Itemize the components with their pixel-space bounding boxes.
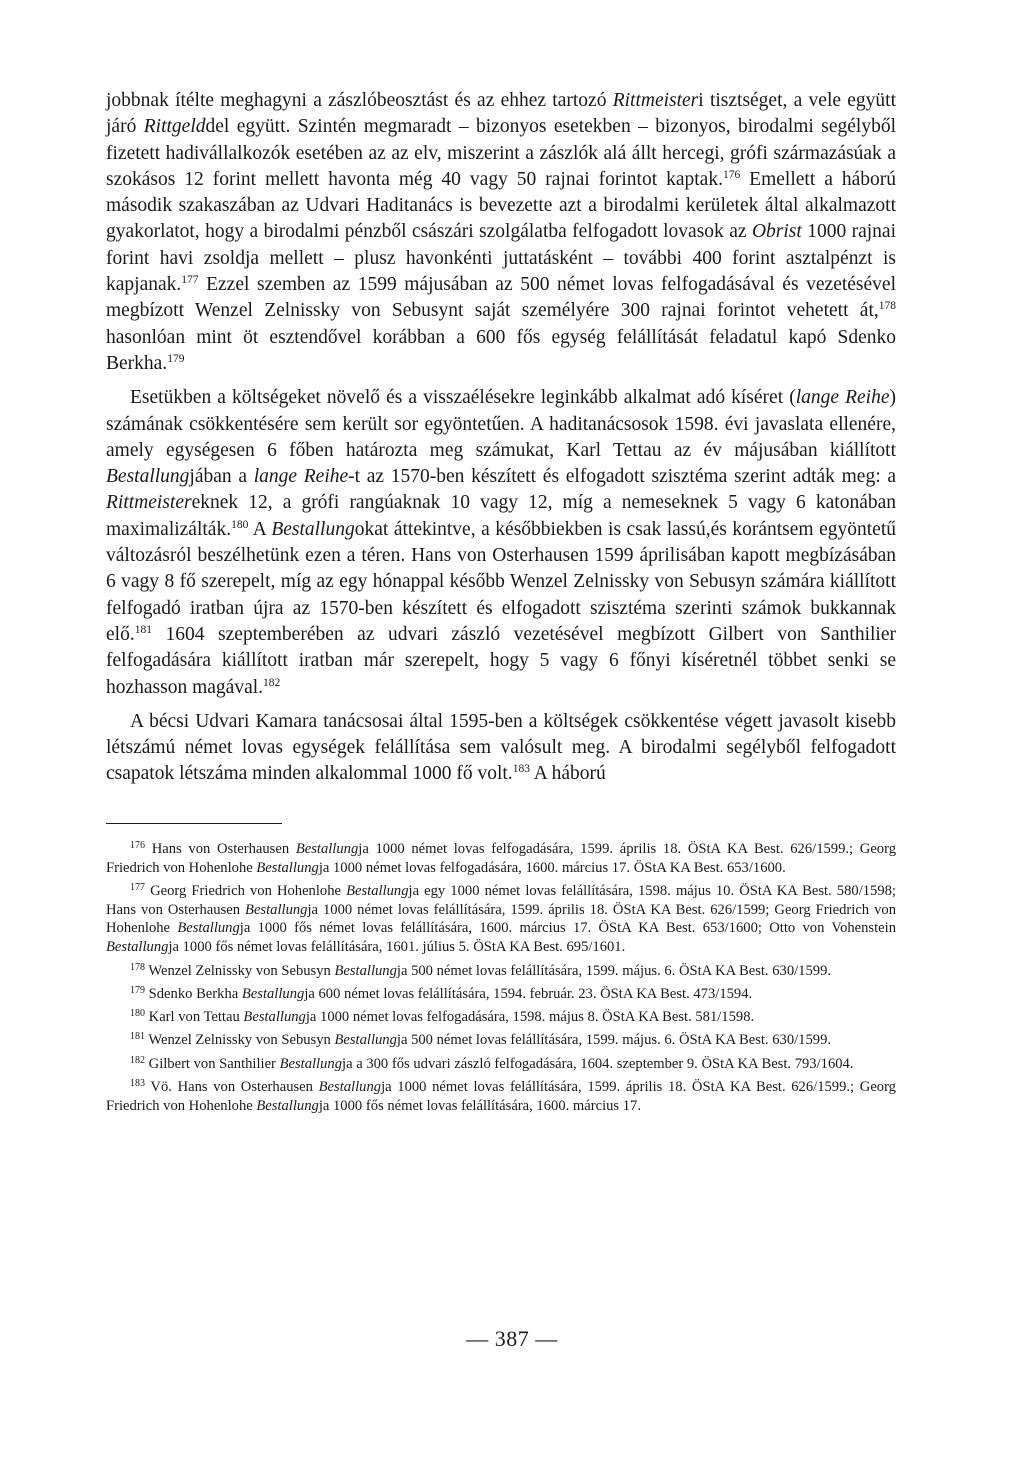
note-reference: 183 <box>512 763 530 776</box>
footnote <box>106 1078 896 1116</box>
note-reference: 181 <box>134 623 152 636</box>
italic-term: Bestallung <box>106 939 169 956</box>
note-reference: 182 <box>130 1054 145 1066</box>
paragraph <box>106 709 896 788</box>
italic-term: Bestallung <box>243 1009 306 1026</box>
text-run: ja 1000 fős német lovas felállítására, 1600. március 17. <box>318 1097 642 1114</box>
text-run: Georg Friedrich von Hohenlohe <box>145 882 347 899</box>
text-run: ja 1000 fős német lovas felállítására, 1600. március 17. ÖStA KA Best. 653/1600; Otto von Vohenstein <box>239 920 896 937</box>
note-reference: 180 <box>231 518 249 531</box>
text-run: ja 1000 német lovas felfogadására, 1599. április 18. ÖStA KA Best. 626/1599.; Georg Friedrich von Hohenlohe <box>106 840 896 876</box>
footnote <box>106 962 896 981</box>
text-run: Wenzel Zelnissky von Sebusyn <box>145 962 335 979</box>
text-run: Vö. Hans von Osterhausen <box>145 1078 319 1095</box>
body-text <box>106 88 896 788</box>
footnote <box>106 1055 896 1074</box>
italic-term: Bestallung <box>106 466 190 488</box>
note-reference: 179 <box>130 984 145 996</box>
text-run: A háború <box>529 763 606 785</box>
text-run: Ezzel szemben az 1599 májusában az 500 német lovas felfogadásával és vezetésével megbízott Wenzel Zelnissky von Sebusynt saját személyére 300 rajnai forintot vehetett át, <box>106 274 896 322</box>
text-run: Wenzel Zelnissky von Sebusyn <box>145 1032 335 1049</box>
italic-term: Bestallung <box>256 1097 319 1114</box>
note-reference: 176 <box>130 839 145 851</box>
footnote <box>106 882 896 957</box>
italic-term: Bestallung <box>245 901 308 918</box>
text-run: Emellett a háború második szakaszában az Udvari Haditanács is bevezette azt a birodalmi kerületek által alkalmazott gyakorlatot, hogy a birodalmi pénzből császári szolgálatba felfogadott lovasok az <box>106 168 896 243</box>
text-run: eknek 12, a grófi rangúaknak 10 vagy 12, míg a nemeseknek 5 vagy 6 katonában maximalizálták. <box>106 492 896 540</box>
text-run: A bécsi Udvari Kamara tanácsosai által 1595-ben a költségek csökkentése végett javasolt kisebb létszámú német lovas egységek felállítása sem valósult meg. A birodalmi segélyből felfogadott csapatok létszáma minden alkalommal 1000 fő volt. <box>106 710 896 785</box>
text-run: del együtt. Szintén megmaradt – bizonyos esetekben – bizonyos, birodalmi segélyből fizetett hadivállalkozók esetében az az elv, miszerint a zászlók alá állt hercegi, grófi származásúak a szokásos 12 forint mellett havonta még 40 vagy 50 rajnai forintot kaptak. <box>106 116 896 190</box>
text-run: Gilbert von Santhilier <box>145 1055 280 1072</box>
italic-term: Rittmeister <box>106 492 192 514</box>
text-run: ja 1000 német lovas felállítására, 1599. április 18. ÖStA KA Best. 626/1599.; Georg Friedrich von Hohenlohe <box>106 1078 896 1114</box>
italic-term: Rittgeld <box>143 116 206 138</box>
text-run: hasonlóan mint öt esztendővel korábban a 600 fős egység felállítását feladatul kapó Sdenko Berkha. <box>106 326 896 374</box>
note-reference: 180 <box>130 1008 145 1020</box>
italic-term: Bestallung <box>318 1078 382 1095</box>
note-reference: 182 <box>263 676 281 689</box>
footnote <box>106 840 896 878</box>
footnote <box>106 985 896 1004</box>
text-run: okat áttekintve, a későbbiekben is csak lassú,és korántsem egyöntetű változásról beszélhetünk ezen a téren. Hans von Osterhausen 1599 áprilisában kapott megbízásában 6 vagy 8 fő szerepelt, míg az egy hónappal később Wenzel Zelnissky von Sebusyn számára kiállított felfogadó iratban újra az 1570-ben készített és elfogadott szisztéma szerinti számok bukkannak elő. <box>106 518 897 645</box>
page-content <box>106 88 896 1120</box>
note-reference: 177 <box>181 274 199 287</box>
italic-term: Bestallung <box>256 859 319 876</box>
text-run: jobbnak ítélte meghagyni a zászlóbeosztást és az ehhez tartozó <box>106 90 613 111</box>
text-run: ) számának csökkentésére sem került sor egyöntetűen. A haditanácsosok 1598. évi javaslata ellenére, amely egységesen 6 főben határozta meg számukat, Karl Tettau az év májusában kiállított <box>106 387 896 461</box>
footnote <box>106 1031 896 1050</box>
italic-term: Bestallung <box>241 985 305 1002</box>
italic-term: Bestallung <box>346 882 409 899</box>
text-run: ja 600 német lovas felállítására, 1594. február. 23. ÖStA KA Best. 473/1594. <box>304 985 753 1002</box>
note-reference: 179 <box>167 352 185 365</box>
italic-term: lange Reihe <box>795 387 890 409</box>
italic-term: Bestallung <box>295 840 359 857</box>
text-run: Hans von Osterhausen <box>145 840 296 857</box>
text-run: i tisztséget, a vele együtt járó <box>106 90 897 138</box>
italic-term: Bestallung <box>334 1032 397 1049</box>
paragraph <box>106 385 896 701</box>
text-run: ja 1000 német lovas felfogadására, 1598. május 8. ÖStA KA Best. 581/1598. <box>305 1009 755 1026</box>
text-run: Esetükben a költségeket növelő és a visszaélésekre leginkább alkalmat adó kíséret ( <box>130 387 796 409</box>
italic-term: Obrist <box>751 221 802 243</box>
text-run: A <box>248 518 272 540</box>
italic-term: Bestallung <box>271 518 355 540</box>
text-run: ja 500 német lovas felállítására, 1599. május. 6. ÖStA KA Best. 630/1599. <box>396 1032 832 1049</box>
note-reference: 177 <box>130 881 145 893</box>
note-reference: 183 <box>130 1077 145 1089</box>
text-run: -t az 1570-ben készített és elfogadott szisztéma szerint adták meg: a <box>348 466 896 488</box>
footnotes <box>106 840 896 1116</box>
text-run: 1604 szeptemberében az udvari zászló vezetésével megbízott Gilbert von Santhilier felfogadására kiállított iratban már szerepelt, hogy 5 vagy 6 főnyi kíséretnél többet senki se hozhasson magával. <box>106 623 896 698</box>
note-reference: 176 <box>722 168 741 181</box>
page-number: — 387 — <box>466 1326 558 1351</box>
italic-term: Bestallung <box>177 920 240 937</box>
footnote <box>106 1008 896 1027</box>
italic-term: Bestallung <box>334 962 397 979</box>
italic-term: Rittmeister <box>612 90 699 111</box>
text-run: Sdenko Berkha <box>145 985 242 1002</box>
footnote-separator <box>106 823 282 824</box>
text-run: 1000 rajnai forint havi zsoldja mellett – plusz havonkénti juttatásként – további 400 forint asztalpénzt is kapjanak. <box>106 221 897 296</box>
note-reference: 181 <box>130 1031 145 1043</box>
italic-term: lange Reihe <box>253 466 349 488</box>
text-run: ja 1000 német lovas felfogadására, 1600. március 17. ÖStA KA Best. 653/1600. <box>318 859 786 876</box>
text-run: ja 1000 fős német lovas felállítására, 1601. július 5. ÖStA KA Best. 695/1601. <box>168 939 626 956</box>
paragraph <box>106 88 896 377</box>
note-reference: 178 <box>878 300 896 313</box>
note-reference: 178 <box>130 961 145 973</box>
text-run: ja a 300 fős udvari zászló felfogadására, 1604. szeptember 9. ÖStA KA Best. 793/1604. <box>342 1055 854 1072</box>
text-run: Karl von Tettau <box>145 1009 244 1026</box>
text-run: ja 1000 német lovas felállítására, 1599. április 18. ÖStA KA Best. 626/1599; Georg Friedrich von Hohenlohe <box>106 901 896 937</box>
text-run: jában a <box>189 466 254 488</box>
italic-term: Bestallung <box>279 1055 343 1072</box>
text-run: ja 500 német lovas felállítására, 1599. május. 6. ÖStA KA Best. 630/1599. <box>396 962 832 979</box>
text-run: ja egy 1000 német lovas felállítására, 1598. május 10. ÖStA KA Best. 580/1598; Hans von Osterhausen <box>106 882 896 918</box>
